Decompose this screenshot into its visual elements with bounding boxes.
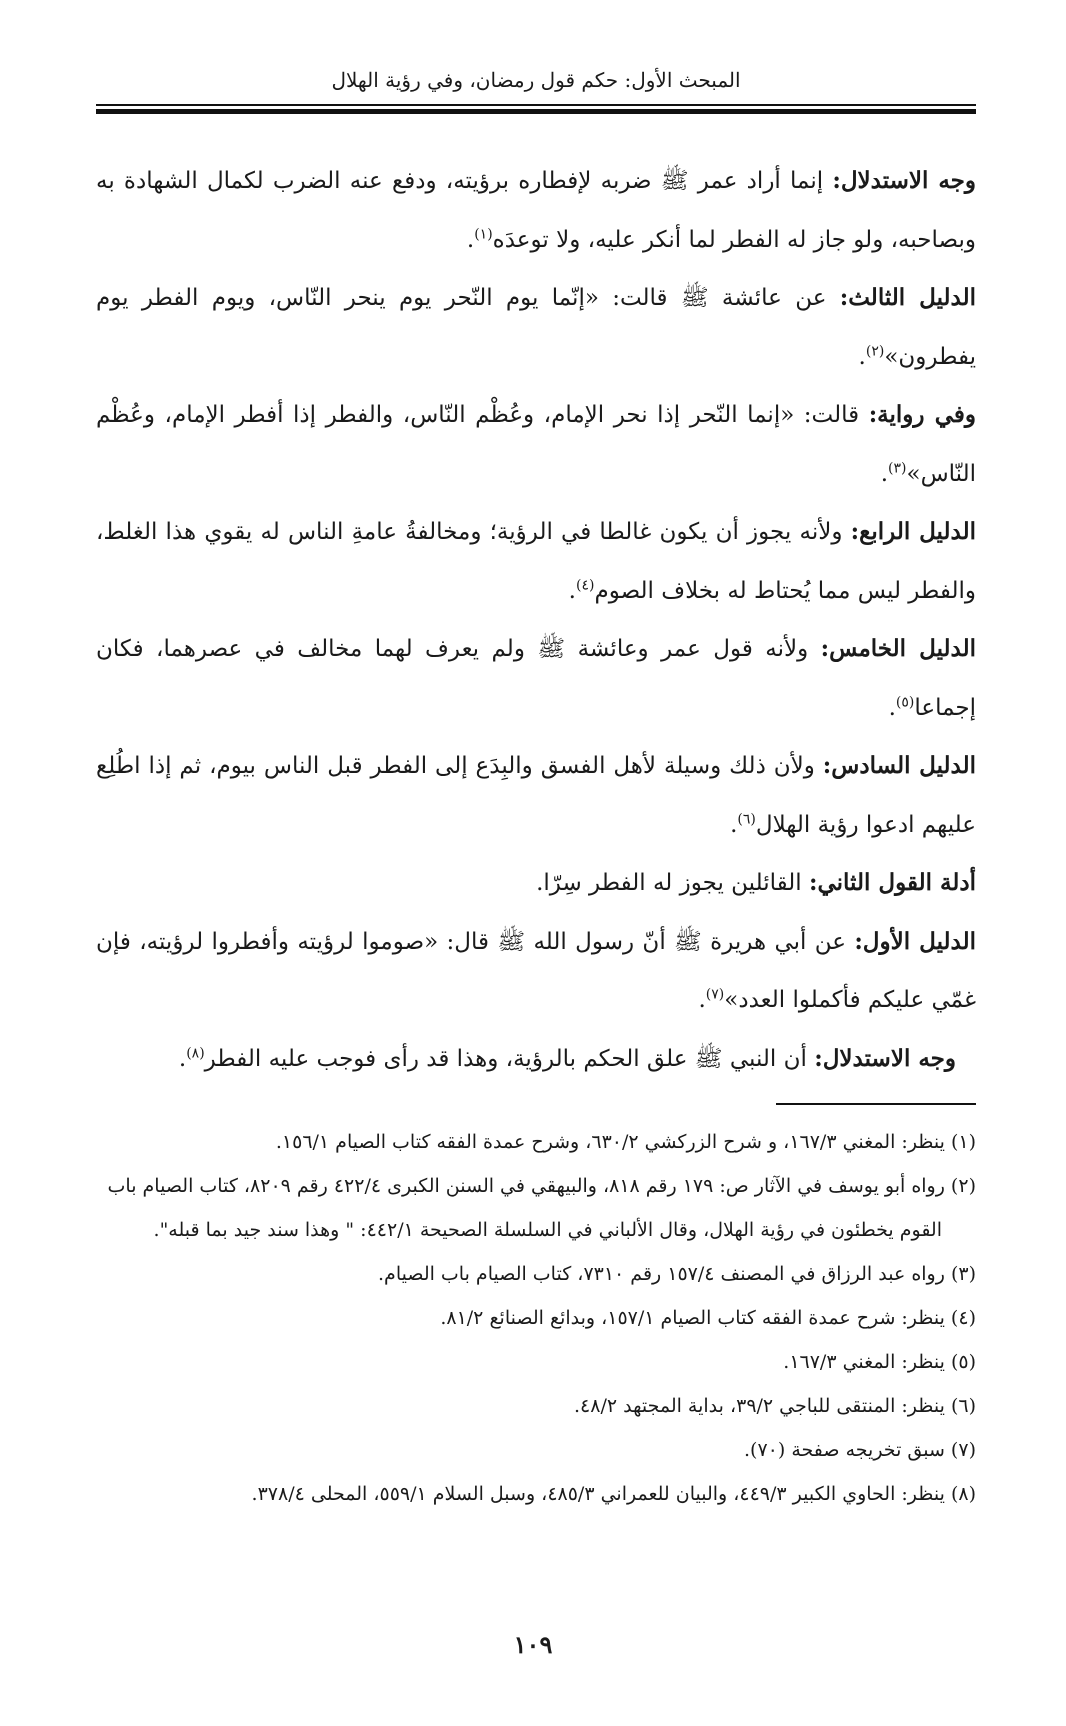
paragraph-text: ولأنه قول عمر وعائشة ﷺ ولم يعرف لهما مخالف في عصرهما، فكان إجماعا: [96, 636, 976, 721]
paragraph-end: .: [698, 987, 706, 1013]
paragraph-heading: أدلة القول الثاني:: [808, 869, 976, 896]
paragraph-dalil-1: [96, 913, 976, 1030]
paragraph-end: .: [858, 343, 866, 370]
paragraph-text: عن عائشة ﷺ قالت: «إنّما يوم النّحر يوم ينحر النّاس، ويوم الفطر يوم يفطرون»: [96, 285, 976, 370]
footnote-ref: (٧): [705, 986, 725, 1003]
page-number: ١٠٩: [513, 1630, 553, 1659]
paragraph-dalil-4: [96, 503, 976, 620]
paragraph-text: إنما أراد عمر ﷺ ضربه لإفطاره برؤيته، ودفع عنه الضرب لكمال الشهادة به وبصاحبه، ولو جاز له الفطر لما أنكر عليه، ولا توعدَه: [96, 168, 976, 253]
footnote-5: (٥) ينظر: المغني ١٦٧/٣.: [783, 1351, 976, 1373]
footnote-ref: (٦): [737, 810, 756, 827]
paragraph-dalil-6: [96, 737, 976, 854]
paragraph-end: .: [880, 460, 889, 487]
paragraph-istidlal-1: [96, 152, 976, 269]
footnote-6: (٦) ينظر: المنتقى للباجي ٣٩/٢، بداية المجتهد ٤٨/٢.: [573, 1395, 976, 1417]
footnote-ref: (٨): [186, 1044, 205, 1061]
running-header: المبحث الأول: حكم قول رمضان، وفي رؤية الهلال: [331, 68, 741, 92]
footnote-8: (٨) ينظر: الحاوي الكبير ٤٤٩/٣، والبيان للعمراني ٤٨٥/٣، وسبل السلام ٥٥٩/١، المحلى ٣٧٨/٤.: [251, 1483, 976, 1505]
paragraph-end: .: [466, 226, 475, 253]
footnote-3: (٣) رواه عبد الرزاق في المصنف ١٥٧/٤ رقم ٧٣١٠، كتاب الصيام باب الصيام.: [378, 1263, 976, 1285]
paragraph-heading: الدليل الرابع:: [850, 518, 976, 545]
footnote-ref: (١): [474, 225, 493, 242]
paragraph-text: أن النبي ﷺ علق الحكم بالرؤية، وهذا قد رأى فوجب عليه الفطر: [204, 1045, 815, 1072]
paragraph-heading: وجه الاستدلال:: [814, 1044, 956, 1072]
paragraph-text: قالت: «إنما النّحر إذا نحر الإمام، وعُظْم النّاس، والفطر إذا أفطر الإمام، وعُظْم النّاس»: [96, 402, 976, 487]
paragraph-end: .: [178, 1045, 187, 1072]
paragraph-istidlal-2: [96, 1030, 976, 1089]
paragraph-end: .: [568, 577, 576, 604]
header-divider: [96, 104, 976, 114]
main-text: [96, 152, 976, 1088]
paragraph-heading: الدليل الأول:: [854, 927, 976, 955]
footnote-1: (١) ينظر: المغني ١٦٧/٣، و شرح الزركشي ٦٣٠/٢، وشرح عمدة الفقه كتاب الصيام ١٥٦/١.: [275, 1131, 976, 1153]
footnote-2: (٢) رواه أبو يوسف في الآثار ص: ١٧٩ رقم ٨١٨، والبيهقي في السنن الكبرى ٤٢٢/٤ رقم ٨٢٠٩، كتاب الصيام باب القوم يخطئون في رؤية الهلال، وقال الألباني في السلسلة الصحيحة ٤٤٢/١: " وهذا سند جيد بما قبله".: [107, 1175, 976, 1241]
paragraph-text: ولأن ذلك وسيلة لأهل الفسق والبِدَع إلى الفطر قبل الناس بيوم، ثم إذا اطُلِع عليهم ادعوا رؤية الهلال: [96, 753, 976, 838]
footnote-4: (٤) ينظر: شرح عمدة الفقه كتاب الصيام ١٥٧/١، وبدائع الصنائع ٨١/٢.: [440, 1307, 976, 1329]
paragraph-dalil-5: [96, 620, 976, 737]
paragraph-heading: وفي رواية:: [868, 401, 977, 428]
footnote-ref: (٥): [895, 693, 915, 710]
paragraph-heading: الدليل الثالث:: [839, 284, 976, 311]
paragraph-text: ولأنه يجوز أن يكون غالطا في الرؤية؛ ومخالفةُ عامةِ الناس له يقوي هذا الغلط، والفطر ليس مما يُحتاط له بخلاف الصوم: [96, 519, 976, 604]
paragraph-dalil-3: [96, 269, 976, 386]
paragraph-end: .: [888, 694, 896, 721]
footnote-ref: (٣): [888, 459, 907, 476]
paragraph-end: .: [730, 811, 738, 838]
footnote-divider: [776, 1103, 976, 1105]
paragraph-heading: الدليل الخامس:: [820, 635, 976, 662]
footnote-7: (٧) سبق تخريجه صفحة (٧٠).: [744, 1439, 976, 1461]
paragraph-heading: وجه الاستدلال:: [832, 167, 976, 194]
footnote-ref: (٤): [575, 576, 595, 593]
footnote-ref: (٢): [865, 342, 885, 359]
paragraph-adilla-2: [96, 854, 976, 913]
paragraph-riwaya: [96, 386, 976, 503]
paragraph-text: القائلين يجوز له الفطر سِرّا.: [536, 870, 809, 896]
paragraph-text: عن أبي هريرة ﷺ أنّ رسول الله ﷺ قال: «صوموا لرؤيته وأفطروا لرؤيته، فإن غمّي عليكم فأكملوا العدد»: [96, 928, 976, 1013]
paragraph-heading: الدليل السادس:: [822, 752, 976, 779]
footnotes: [96, 1120, 976, 1516]
